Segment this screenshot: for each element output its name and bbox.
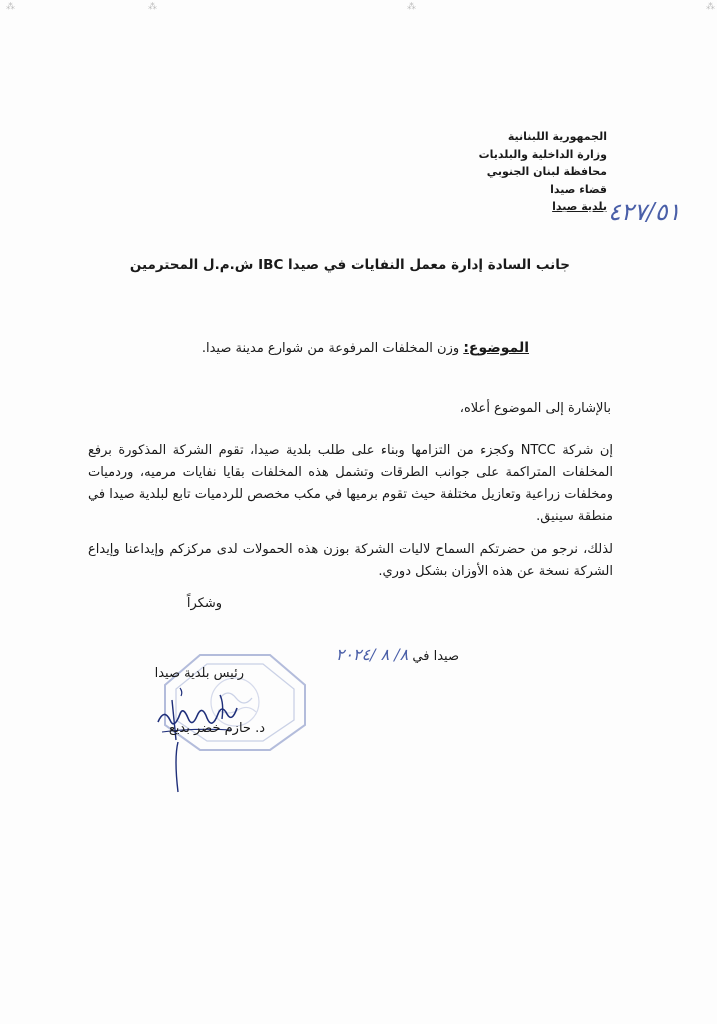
letterhead-line: قضاء صيدا — [550, 182, 607, 196]
signatory-name: د. حازم خضر بديع — [168, 721, 265, 736]
letterhead-line: وزارة الداخلية والبلديات — [478, 147, 607, 161]
subject-line — [109, 340, 529, 356]
top-edge-mark: ⁂ — [148, 2, 157, 12]
salutation: بالإشارة إلى الموضوع أعلاه، — [459, 401, 611, 416]
body-paragraph: إن شركة NTCC وكجزء من التزامها وبناء على طلب بلدية صيدا، تقوم الشركة المذكورة برفع المخلفات المتراكمة على جوانب الطرقات وتشمل هذه المخلفات بقايا نفايات مرميه، وردميات ومخلفات زراعية وتعازيل مختلفة حيث تقوم برميها في مكب مخصص للردميات تابع لبلدية صيدا في منطقة سينيق. — [88, 443, 613, 524]
letterhead — [407, 128, 607, 216]
body-paragraph: لذلك، نرجو من حضرتكم السماح لاليات الشركة بوزن هذه الحمولات لدى مركزكم وإيداعنا وإيداع الشركة نسخة عن هذه الأوزان بشكل دوري. — [88, 542, 613, 579]
top-edge-mark: ⁂ — [6, 2, 15, 12]
top-edge-mark: ⁂ — [407, 2, 416, 12]
signatory-title: رئيس بلدية صيدا — [154, 666, 244, 681]
addressee: جانب السادة إدارة معمل النفايات في صيدا IBC ش.م.ل المحترمين — [129, 257, 570, 273]
letterhead-line: محافظة لبنان الجنوبي — [486, 165, 607, 178]
date-prefix: صيدا في — [412, 649, 459, 664]
closing: وشكراً — [186, 596, 222, 611]
subject-text: وزن المخلفات المرفوعة من شوارع مدينة صيدا. — [201, 341, 460, 356]
subject-label: الموضوع: — [463, 340, 529, 356]
date-line — [294, 645, 459, 664]
letterhead-line: بلدية صيدا — [552, 200, 607, 213]
date-handwritten: ٨/ ٨ /٢٠٢٤ — [335, 645, 409, 664]
handwritten-signature — [150, 680, 280, 800]
reference-number: ٤٢٧/٥١ — [608, 198, 681, 226]
letterhead-line: الجمهورية اللبنانية — [507, 130, 607, 143]
top-edge-mark: ⁂ — [706, 2, 715, 12]
